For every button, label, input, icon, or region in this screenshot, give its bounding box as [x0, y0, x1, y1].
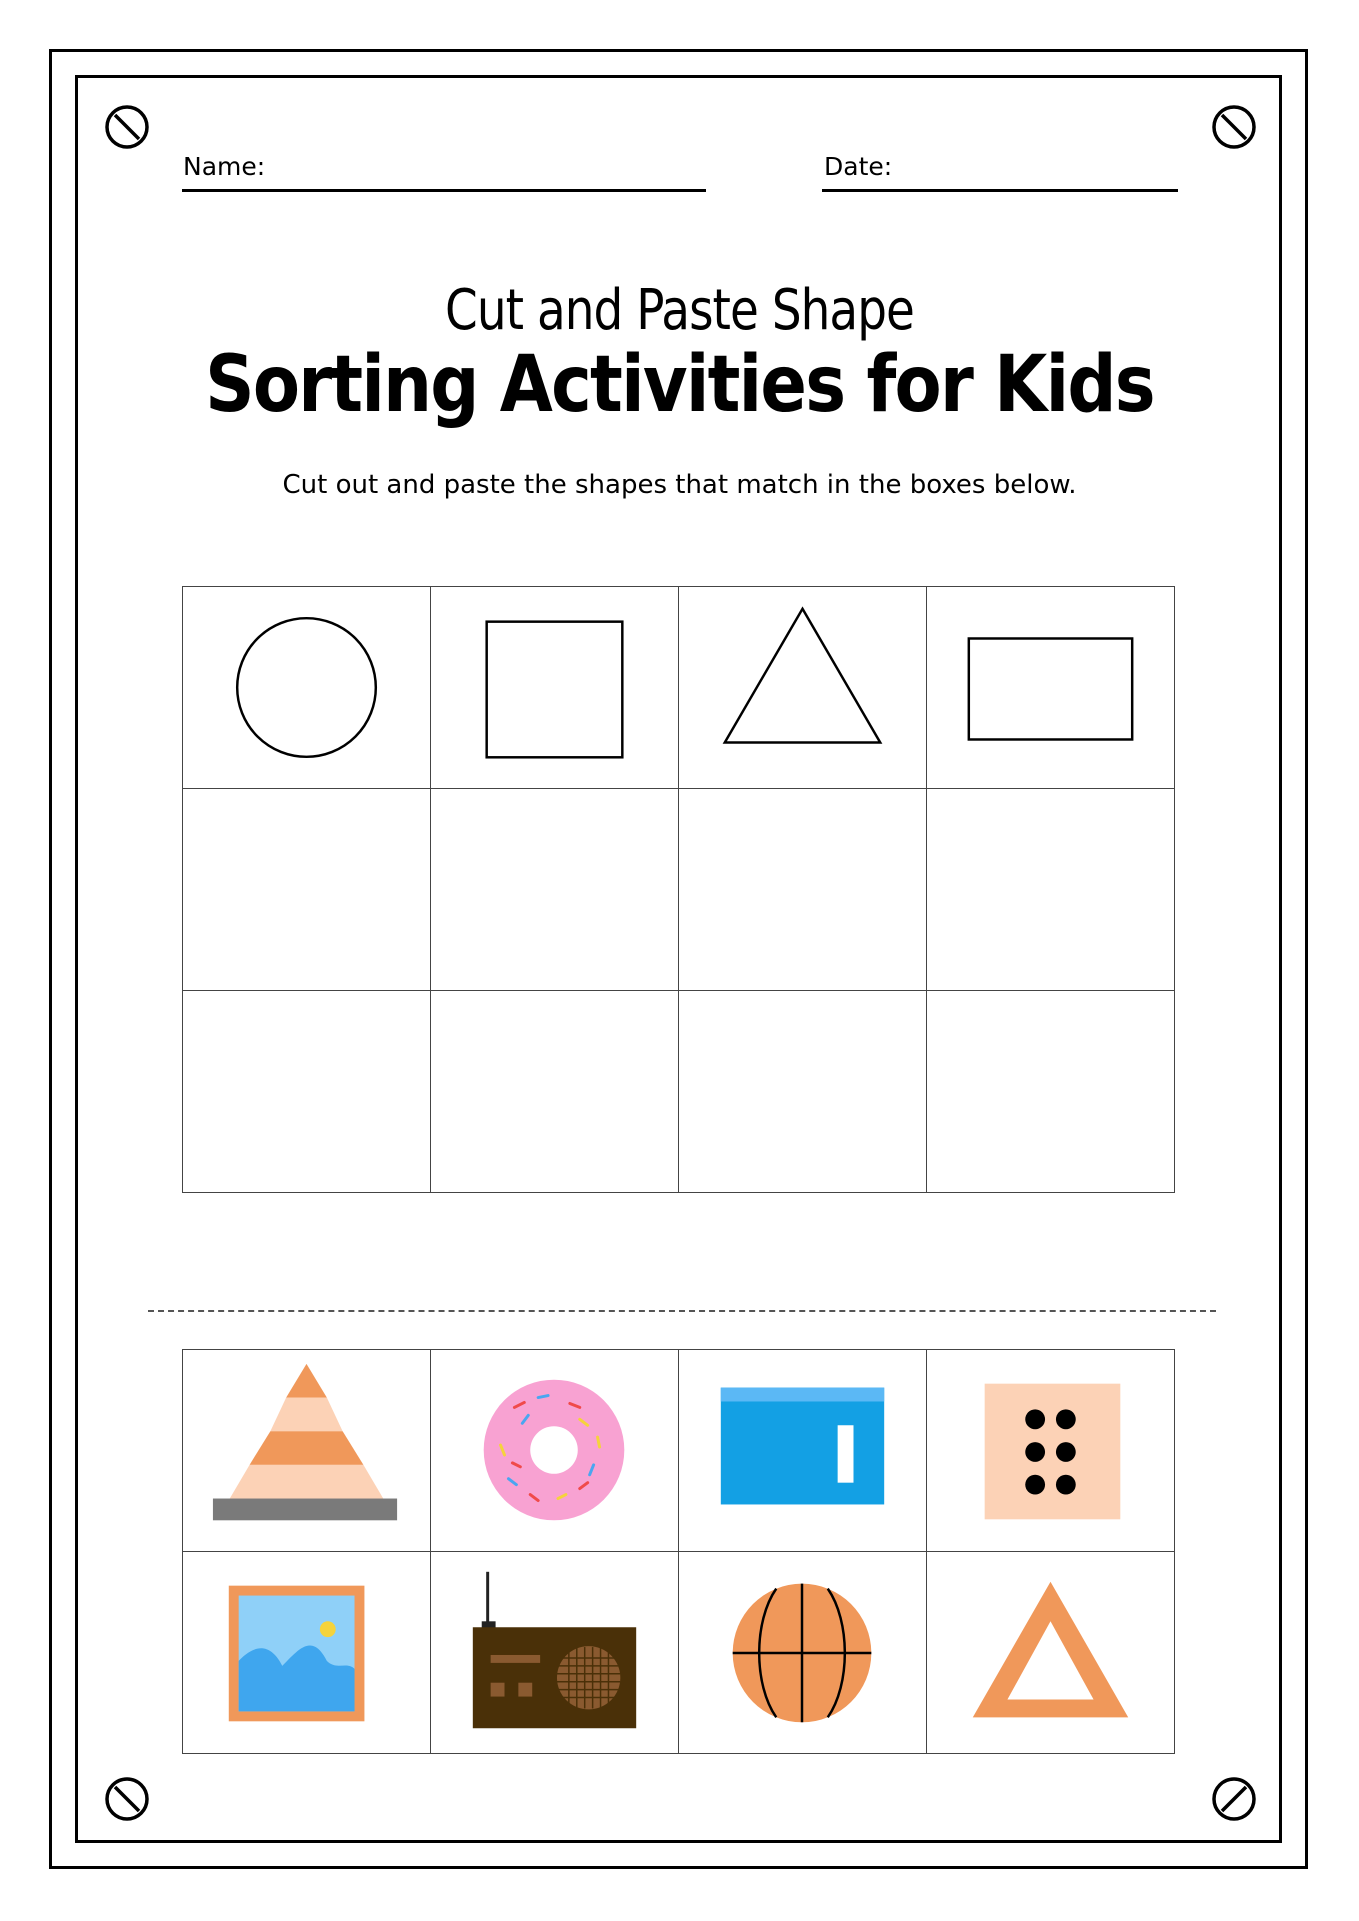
dice-icon: [927, 1350, 1174, 1551]
orange-triangle-icon: [927, 1552, 1174, 1753]
cut-line: [148, 1310, 1216, 1312]
cutout-item[interactable]: [430, 1551, 679, 1754]
paste-cell[interactable]: [926, 788, 1175, 991]
screw-bottom-left-icon: [103, 1775, 151, 1823]
screw-bottom-right-icon: [1210, 1775, 1258, 1823]
rectangle-icon: [927, 587, 1174, 788]
radio-icon: [431, 1552, 678, 1753]
screw-top-left-icon: [103, 103, 151, 151]
name-label: Name:: [183, 152, 266, 181]
blue-book-icon: [679, 1350, 926, 1551]
sort-cell-circle[interactable]: [182, 586, 431, 789]
cutout-item[interactable]: [678, 1551, 927, 1754]
cutout-item[interactable]: [430, 1349, 679, 1552]
name-field[interactable]: [182, 189, 706, 192]
triangle-icon: [679, 587, 926, 788]
date-label: Date:: [824, 152, 893, 181]
sort-cell-rectangle[interactable]: [926, 586, 1175, 789]
cutout-item[interactable]: [182, 1349, 431, 1552]
paste-cell[interactable]: [678, 788, 927, 991]
paste-cell[interactable]: [182, 788, 431, 991]
cutout-item[interactable]: [926, 1349, 1175, 1552]
paste-cell[interactable]: [430, 788, 679, 991]
screw-top-right-icon: [1210, 103, 1258, 151]
sort-cell-square[interactable]: [430, 586, 679, 789]
paste-cell[interactable]: [182, 990, 431, 1193]
paste-cell[interactable]: [678, 990, 927, 1193]
picture-frame-icon: [183, 1552, 430, 1753]
title-line-1: Cut and Paste Shape: [445, 278, 914, 343]
paste-cell[interactable]: [430, 990, 679, 1193]
square-icon: [431, 587, 678, 788]
circle-icon: [183, 587, 430, 788]
traffic-cone-icon: [183, 1350, 430, 1551]
basketball-icon: [679, 1552, 926, 1753]
date-field[interactable]: [822, 189, 1178, 192]
sort-cell-triangle[interactable]: [678, 586, 927, 789]
title-line-2: Sorting Activities for Kids: [205, 340, 1154, 430]
donut-icon: [431, 1350, 678, 1551]
cutout-item[interactable]: [678, 1349, 927, 1552]
paste-cell[interactable]: [926, 990, 1175, 1193]
cutout-item[interactable]: [926, 1551, 1175, 1754]
instructions-text: Cut out and paste the shapes that match in the boxes below.: [282, 470, 1077, 500]
cutout-item[interactable]: [182, 1551, 431, 1754]
